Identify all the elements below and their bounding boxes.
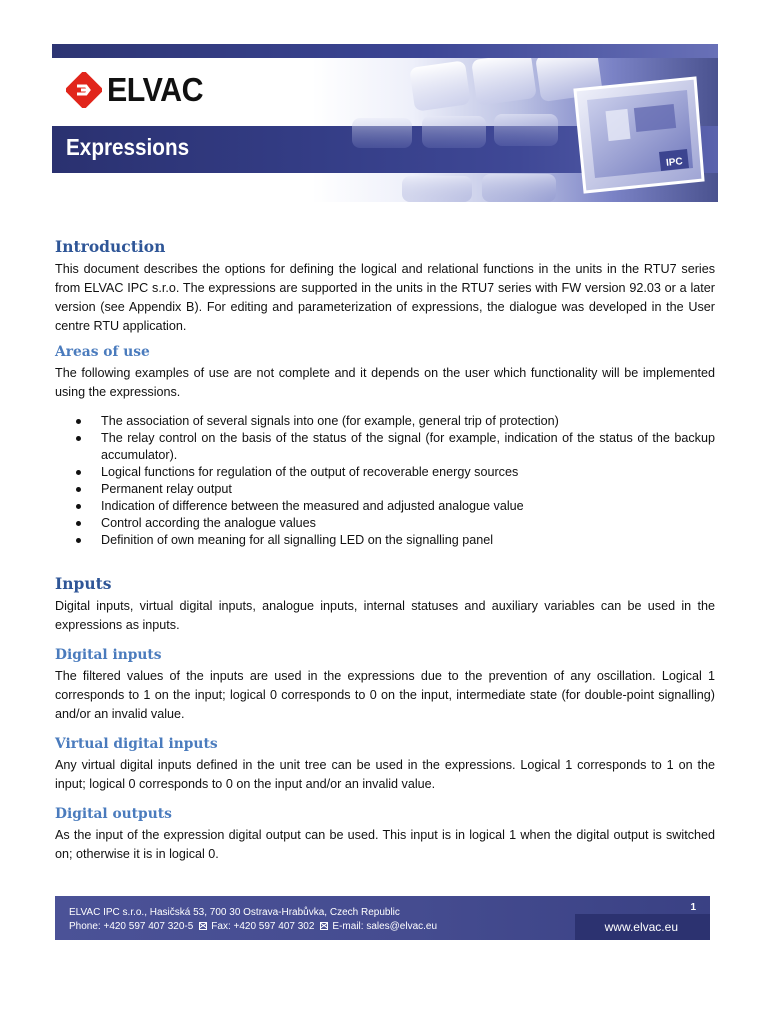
header-banner xyxy=(52,44,718,202)
section-heading-digital-outputs: Digital outputs xyxy=(55,806,172,822)
virtual-digital-inputs-paragraph: Any virtual digital inputs defined in the unit tree can be used in the expressions. Logical 1 corresponds to 1 on the input; logical 0 corresponds to 0 on the input and/or an invalid value. xyxy=(55,758,715,791)
banner-top-strip xyxy=(52,44,718,58)
inputs-paragraph: Digital inputs, virtual digital inputs, analogue inputs, internal statuses and auxiliary variables can be used in the expressions as inputs. xyxy=(55,599,715,632)
footer-email[interactable]: E-mail: sales@elvac.eu xyxy=(332,921,438,932)
bullet-icon xyxy=(76,419,81,424)
envelope-icon xyxy=(320,922,328,930)
elvac-logo-icon xyxy=(66,72,102,108)
bullet-icon xyxy=(76,504,81,509)
page-number: 1 xyxy=(690,902,696,913)
bullet-icon xyxy=(76,470,81,475)
brand-name: ELVAC xyxy=(107,71,204,108)
footer-phone: Phone: +420 597 407 320-5 xyxy=(69,921,194,932)
list-item: Definition of own meaning for all signalling LED on the signalling panel xyxy=(55,532,715,549)
list-item: The association of several signals into one (for example, general trip of protection) xyxy=(55,413,715,430)
digital-inputs-paragraph: The filtered values of the inputs are used in the expressions due to the prevention of any oscillation. Logical 1 corresponds to 1 on the input; logical 0 corresponds to 0 on the input, intermediate state (for double-point signalling) and/or an invalid value. xyxy=(55,669,715,721)
section-heading-virtual-digital-inputs: Virtual digital inputs xyxy=(55,736,218,752)
section-heading-areas-of-use: Areas of use xyxy=(55,344,150,360)
section-heading-introduction: Introduction xyxy=(55,237,166,256)
introduction-paragraph: This document describes the options for defining the logical and relational functions in the units in the RTU7 series from ELVAC IPC s.r.o. The expressions are supported in the units in the RTU7 series with FW version 92.03 or a later version (see Appendix B). For editing and parameterization of expressions, the dialogue was developed in the User centre RTU application. xyxy=(55,262,715,333)
areas-of-use-list xyxy=(55,413,715,549)
section-heading-digital-inputs: Digital inputs xyxy=(55,647,162,663)
footer-address: ELVAC IPC s.r.o., Hasičská 53, 700 30 Ostrava-Hrabůvka, Czech Republic xyxy=(69,907,400,918)
envelope-icon xyxy=(199,922,207,930)
footer-fax: Fax: +420 597 407 302 xyxy=(211,921,315,932)
list-item: Permanent relay output xyxy=(55,481,715,498)
ipc-label: IPC xyxy=(665,156,684,169)
bullet-icon xyxy=(76,436,81,441)
section-heading-inputs: Inputs xyxy=(55,574,112,593)
bullet-icon xyxy=(76,521,81,526)
ipc-device-graphic xyxy=(567,76,707,194)
footer-contact xyxy=(69,921,437,933)
document-body xyxy=(55,232,715,864)
list-item: Logical functions for regulation of the output of recoverable energy sources xyxy=(55,464,715,481)
footer-website-link[interactable]: www.elvac.eu xyxy=(604,920,678,934)
list-item: Indication of difference between the measured and adjusted analogue value xyxy=(55,498,715,515)
bullet-icon xyxy=(76,538,81,543)
page-title: Expressions xyxy=(66,134,190,160)
list-item: The relay control on the basis of the status of the signal (for example, indication of the status of the backup accumulator). xyxy=(55,430,715,464)
bullet-icon xyxy=(76,487,81,492)
page-footer xyxy=(55,896,710,940)
list-item: Control according the analogue values xyxy=(55,515,715,532)
digital-outputs-paragraph: As the input of the expression digital output can be used. This input is in logical 1 when the digital output is switched on; otherwise it is in logical 0. xyxy=(55,828,715,861)
areas-of-use-paragraph: The following examples of use are not complete and it depends on the user which functionality will be implemented using the expressions. xyxy=(55,366,715,399)
